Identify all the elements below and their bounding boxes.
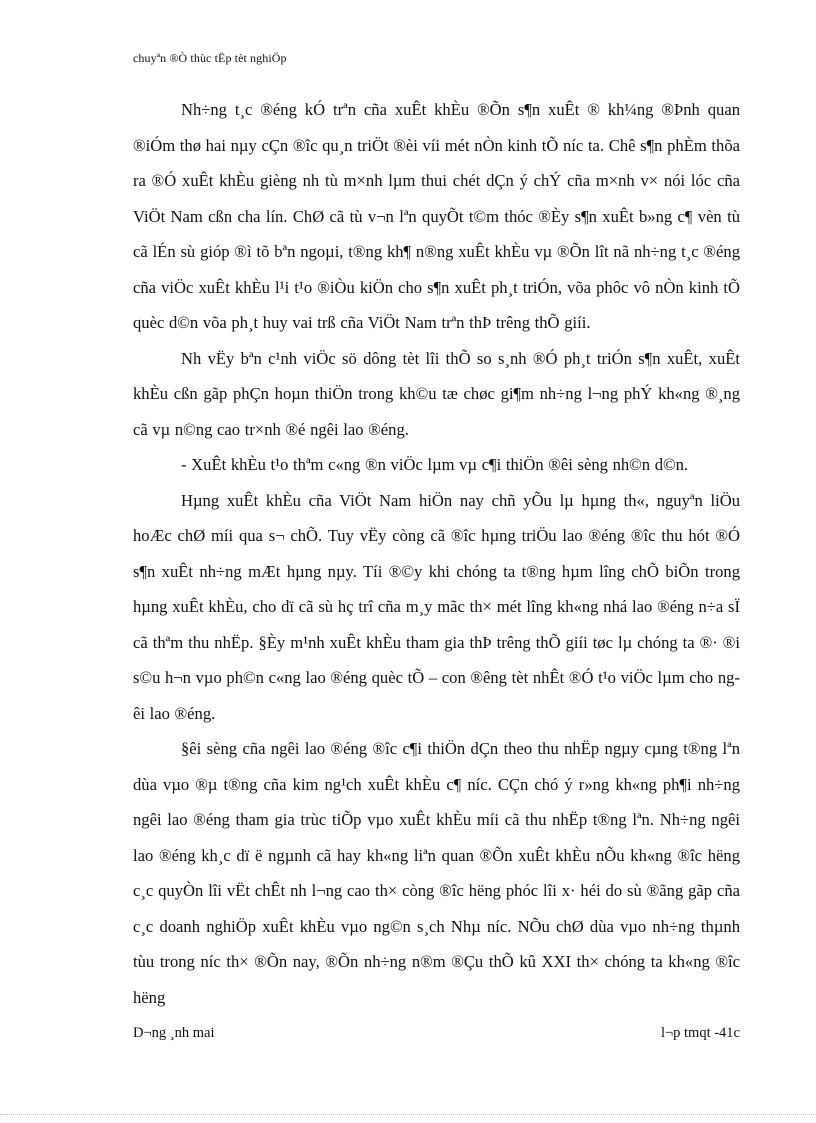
paragraph: Nh vËy bªn c¹nh viÖc sö dông tèt lîi thÕ so s¸nh ®Ó ph¸t triÓn s¶n xuÊt, xuÊt khÈu cßn gãp phÇn hoµn thiÖn trong kh©u tæ chøc gi¶m nh÷ng l¬ng phÝ kh«ng ®¸ng cã vµ n©ng cao tr×nh ®é ngêi lao ®éng. [133, 348, 740, 439]
footer-class: l¬p tmqt -41c [660, 1025, 740, 1041]
page-bottom-rule [0, 1114, 816, 1115]
body-text [133, 92, 740, 1015]
page-footer [133, 1025, 740, 1042]
footer-author: D¬ng ¸nh mai [133, 1025, 215, 1041]
paragraph: §êi sèng cña ngêi lao ®éng ®îc c¶i thiÖn dÇn theo thu nhËp ngµy cµng t®ng lªn dùa vµo ®µ t®ng cña kim ng¹ch xuÊt khÈu c¶ níc. CÇn chó ý r»ng kh«ng ph¶i nh÷ng ngêi lao ®éng tham gia trùc tiÕp vµo xuÊt khÈu míi cã thu nhËp t®ng lªn. Nh÷ng ngêi lao ®éng kh¸c dï ë ngµnh cã hay kh«ng liªn quan ®Õn xuÊt khÈu nÕu kh«ng ®îc hëng c¸c quyÒn lîi vËt chÊt nh l¬ng cao th× còng ®îc hëng phóc lîi x· héi do sù ®ãng gãp cña c¸c doanh nghiÖp xuÊt khÈu vµo ng©n s¸ch Nhµ níc. NÕu chØ dùa vµo nh÷ng thµnh tùu trong níc th× ®Õn nay, ®Õn nh÷ng n®m ®Çu thÕ kû XXI th× chóng ta kh«ng ®îc hëng [133, 739, 740, 1007]
paragraph-bullet: - XuÊt khÈu t¹o thªm c«ng ®n viÖc lµm vµ c¶i thiÖn ®êi sèng nh©n d©n. [181, 455, 689, 474]
paragraph: Nh÷ng t¸c ®éng kÓ trªn cña xuÊt khÈu ®Õn s¶n xuÊt ® kh¼ng ®Þnh quan ®iÓm thø hai nµy cÇn ®îc qu¸n triÖt ®èi víi mét nÒn kinh tÕ níc ta. Chê s¶n phÈm thõa ra ®Ó xuÊt khÈu gièng nh tù m×nh lµm thui chét dÇn ý chÝ cña m×nh v× nói lóc cña ViÖt Nam cßn cha lín. ChØ cã tù v¬n lªn quyÕt t©m thóc ®Èy s¶n xuÊt b»ng c¶ vèn tù cã lÉn sù gióp ®ì tõ bªn ngoµi, t®ng kh¶ n®ng xuÊt khÈu vµ ®Õn lît nã nh÷ng t¸c ®éng cña viÖc xuÊt khÈu l¹i t¹o ®iÒu kiÖn cho s¶n xuÊt ph¸t triÓn, võa phôc vô nÒn kinh tÕ quèc d©n võa ph¸t huy vai trß cña ViÖt Nam trªn thÞ trêng thÕ giíi. [133, 100, 740, 332]
page-header: chuyªn ®Ò thùc tËp tèt nghiÖp [133, 51, 287, 65]
paragraph: Hµng xuÊt khÈu cña ViÖt Nam hiÖn nay chñ yÕu lµ hµng th«, nguyªn liÖu hoÆc chØ míi qua s¬ chÕ. Tuy vËy còng cã ®îc hµng triÖu lao ®éng ®îc thu hót ®Ó s¶n xuÊt nh÷ng mÆt hµng nµy. Tíi ®©y khi chóng ta t®ng hµm lîng chÕ biÕn trong hµng xuÊt khÈu, cho dï cã sù hç trî cña m¸y mãc th× mét lîng kh«ng nhá lao ®éng n÷a sÏ cã thªm thu nhËp. §Èy m¹nh xuÊt khÈu tham gia thÞ trêng thÕ giíi tøc lµ chóng ta ®· ®i s©u h¬n vµo ph©n c«ng lao ®éng quèc tÕ – con ®êng tèt nhÊt ®Ó t¹o viÖc lµm cho ngêi lao ®éng. [133, 490, 740, 723]
